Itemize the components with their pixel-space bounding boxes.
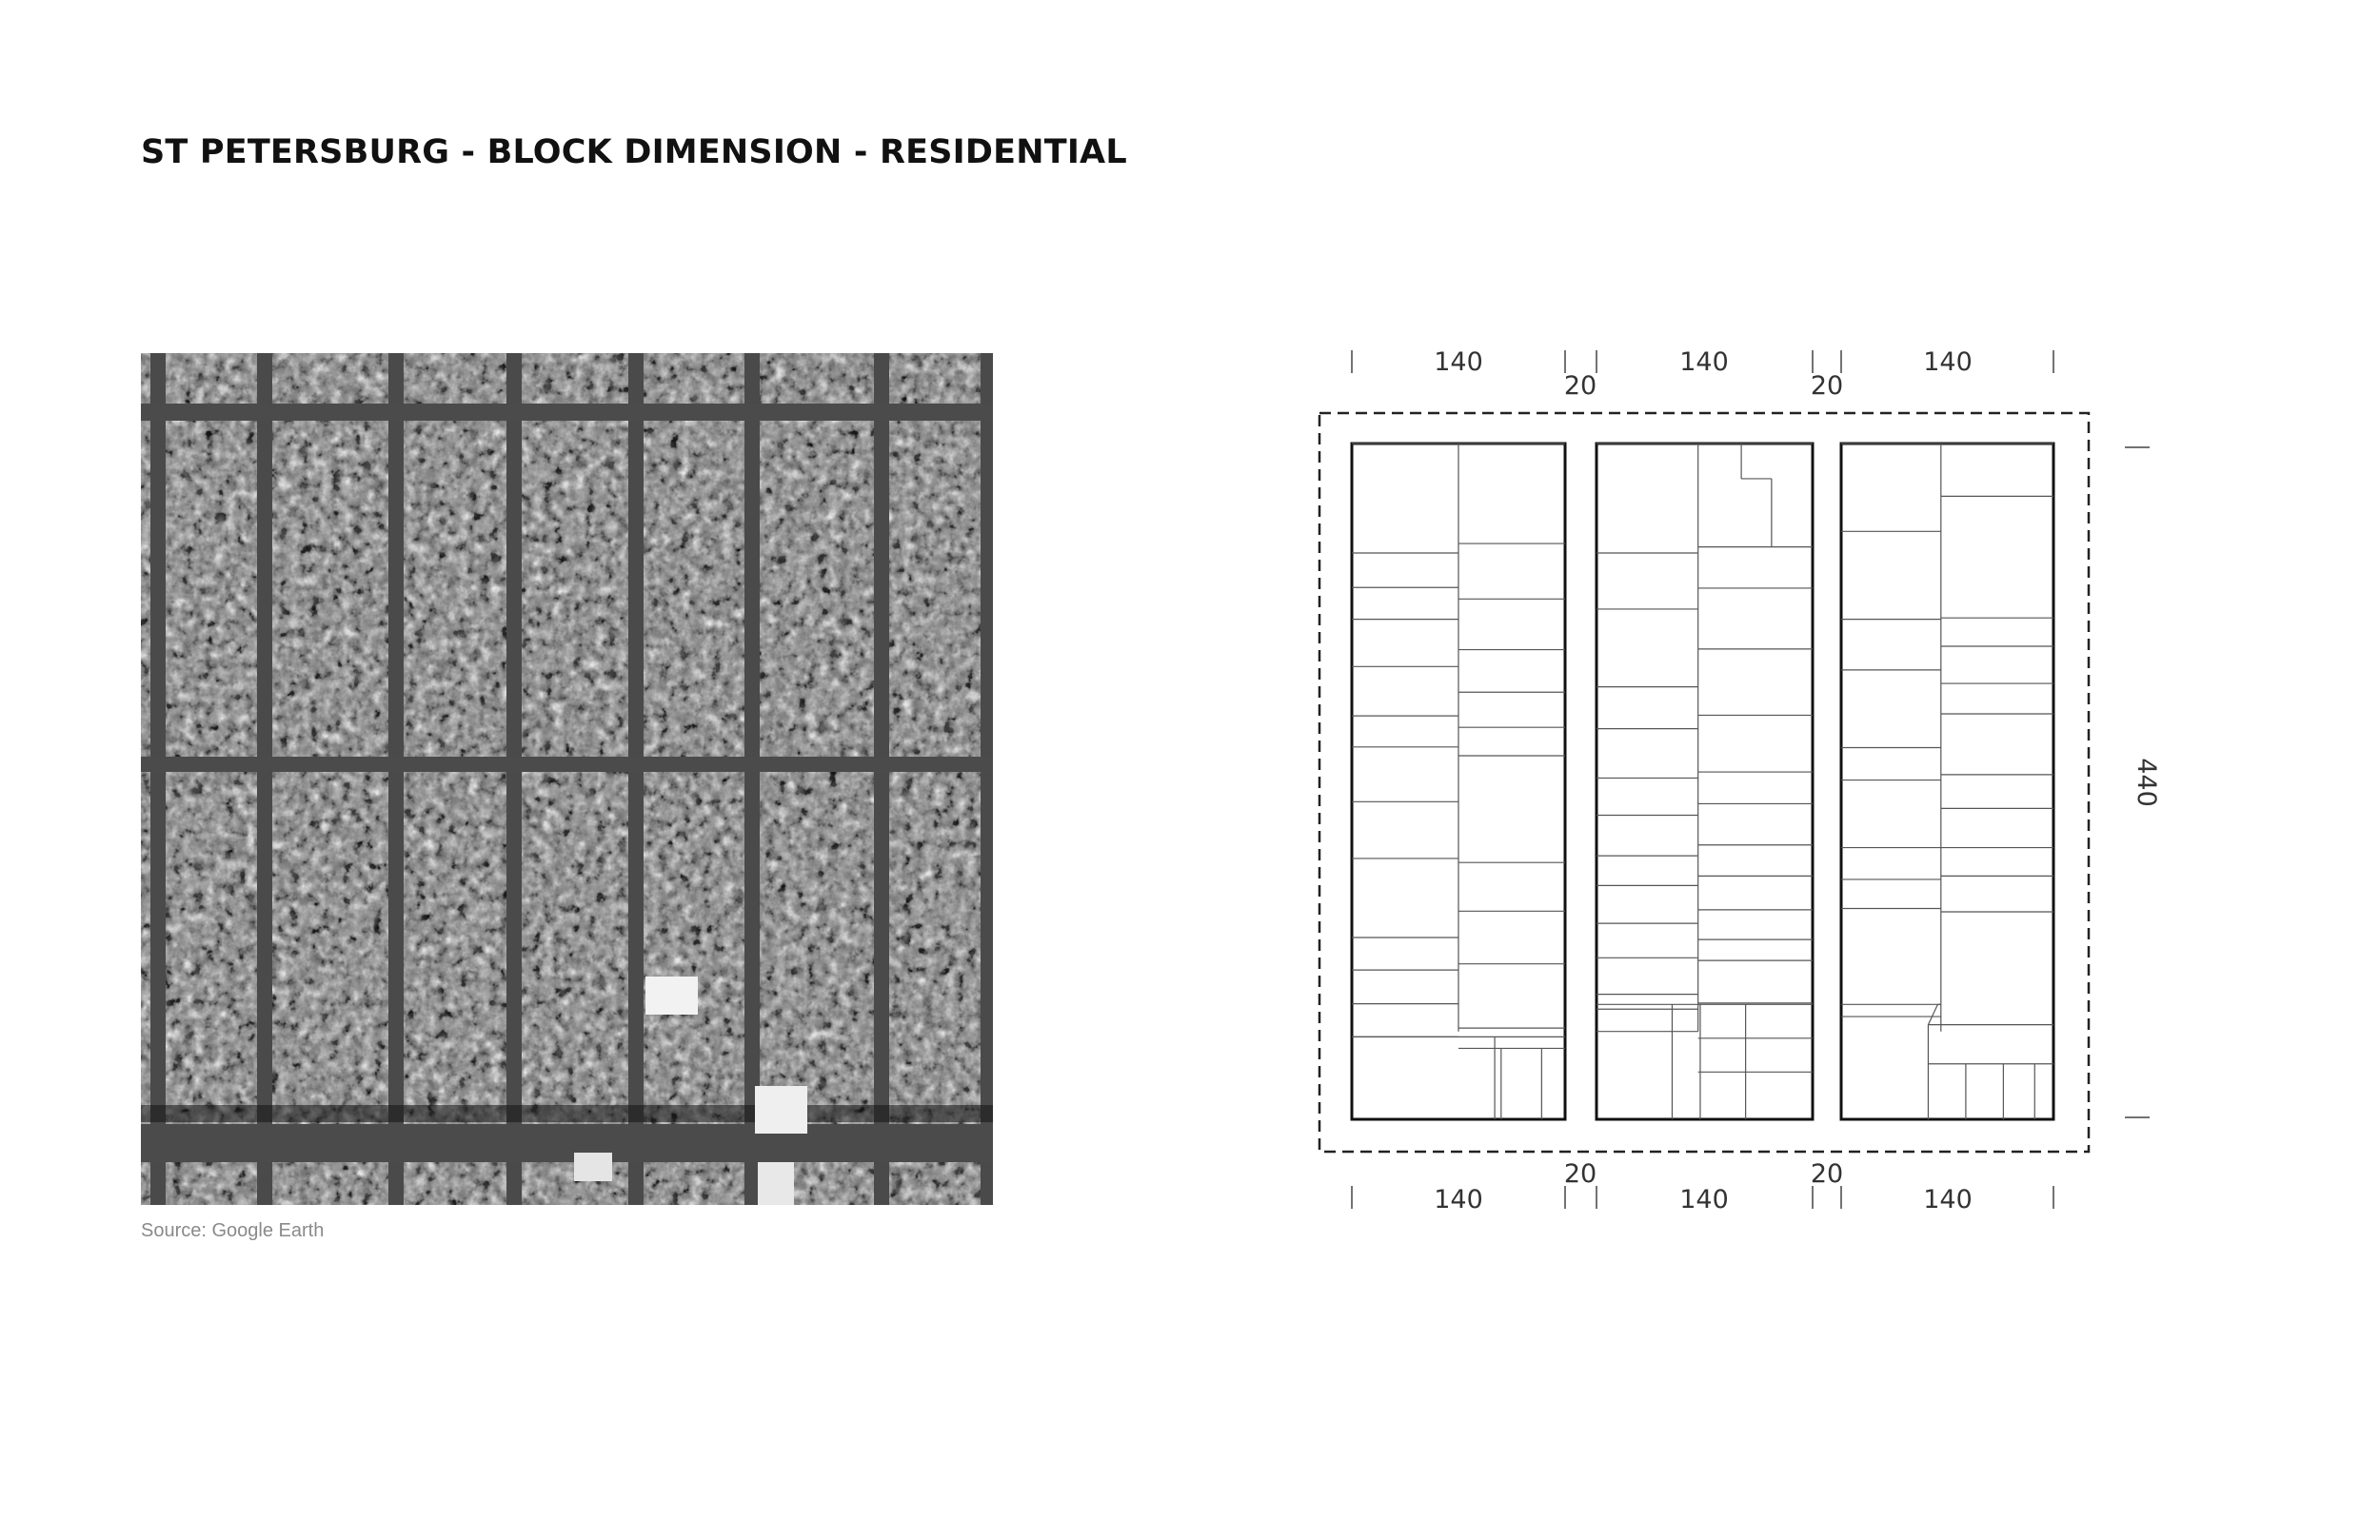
block-outline	[1597, 444, 1813, 1119]
aerial-street-vertical	[257, 353, 272, 1205]
block-length-label: 440	[2132, 758, 2161, 807]
aerial-street-vertical	[388, 353, 404, 1205]
top-block-width-label-2: 140	[1679, 347, 1729, 377]
aerial-bright-roof	[645, 977, 698, 1015]
block-group-outline	[1319, 413, 2089, 1152]
bottom-block-width-label-1: 140	[1434, 1185, 1483, 1214]
top-block-width-label-1: 140	[1434, 347, 1483, 377]
top-street-width-label-2: 20	[1810, 371, 1844, 401]
aerial-street-vertical	[874, 353, 889, 1205]
aerial-bright-roof	[574, 1153, 612, 1181]
block-outline	[1841, 444, 2053, 1119]
block-dimension-diagram	[1304, 324, 2161, 1237]
aerial-street-vertical	[150, 353, 166, 1205]
aerial-bright-roof	[755, 1086, 807, 1134]
top-street-width-label-1: 20	[1563, 371, 1597, 401]
block-1	[1352, 444, 1565, 1119]
bottom-block-width-label-2: 140	[1679, 1185, 1729, 1214]
aerial-street-horizontal	[141, 1124, 993, 1162]
aerial-tree-row	[141, 1105, 993, 1122]
page-title: ST PETERSBURG - BLOCK DIMENSION - RESIDENTIAL	[141, 133, 1127, 171]
aerial-street-vertical	[628, 353, 644, 1205]
bottom-block-width-label-3: 140	[1923, 1185, 1973, 1214]
image-source-caption: Source: Google Earth	[141, 1220, 325, 1241]
aerial-street-vertical	[506, 353, 522, 1205]
block-2	[1597, 444, 1813, 1119]
aerial-street-vertical	[981, 353, 993, 1205]
top-block-width-label-3: 140	[1923, 347, 1973, 377]
bottom-street-width-label-2: 20	[1810, 1159, 1844, 1189]
aerial-satellite-image	[141, 353, 993, 1205]
aerial-street-horizontal	[141, 757, 993, 772]
aerial-street-horizontal	[141, 404, 993, 421]
aerial-street-vertical	[744, 353, 760, 1205]
bottom-street-width-label-1: 20	[1563, 1159, 1597, 1189]
block-3	[1841, 444, 2053, 1119]
parcel-line	[1928, 1004, 1937, 1024]
aerial-bright-roof	[758, 1162, 794, 1205]
